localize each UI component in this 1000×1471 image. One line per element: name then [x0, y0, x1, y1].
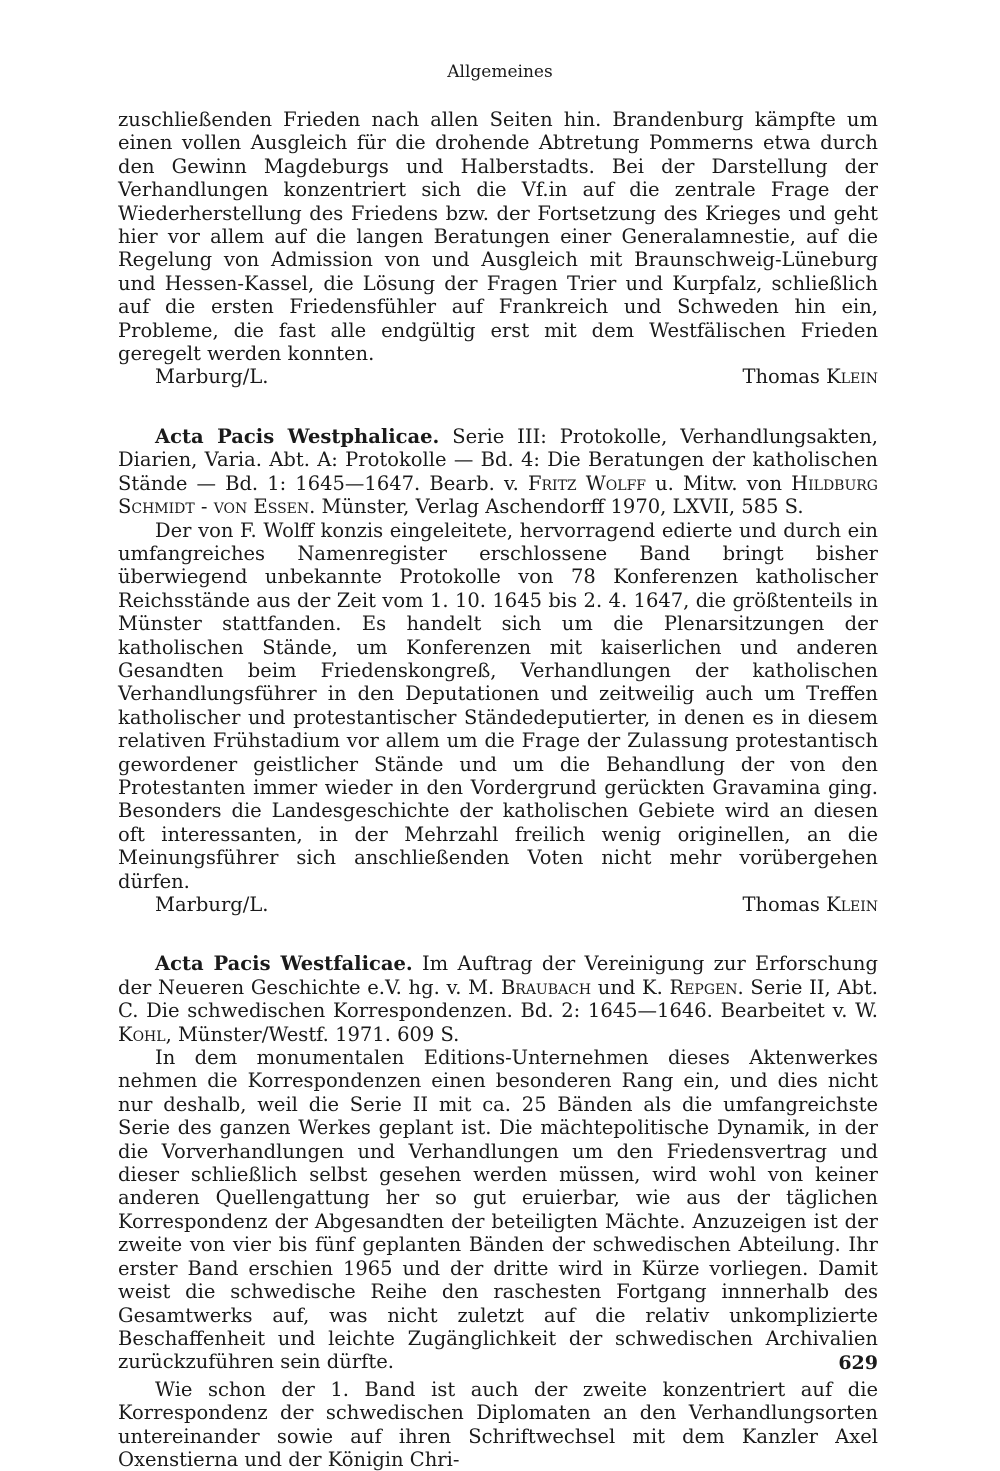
review-2-paragraph: Der von F. Wolff konzis eingeleitete, hervorragend edierte und durch ein umfangreiches Namenregister erschlossene Band bringt bisher überwiegend unbekannte Protokolle von 78 Konferenzen katholischer Reichsstände aus der Zeit vom 1. 10. 1645 bis 2. 4. 1647, die größtenteils in Münster stattfanden. Es handelt sich um die Plenarsitzungen der katholischen Stände, um Konferenzen mit kaiserlichen und anderen Gesandten beim Friedenskongreß, Verhandlungen der katholischen Verhandlungsführer in den Deputationen und zeitweilig auch um Treffen katholischer und protestantischer Ständedeputierter, in denen es in diesem relativen Frühstadium vor allem um die Frage der Zulassung protestantisch gewordener geistlicher Stände und um die Behandlung der von den Protestanten immer wieder in den Vordergrund gerückten Gravamina ging. Besonders die Landesgeschichte der katholischen Gebiete wird an diesen oft interessanten, in der Mehrzahl freilich wenig originellen, an die Meinungsführer sich anschließenden Voten nicht mehr vorübergehen dürfen. — [118, 518, 878, 893]
review-2-reviewer: Thomas Klein — [742, 893, 878, 916]
review-2-citation: Acta Pacis Westphalicae. Serie III: Protokolle, Verhandlungsakten, Diarien, Varia. Abt. A: Protokolle — Bd. 4: Die Beratungen der katholischen Stände — Bd. 1: 1645—1647. Bearb. v. Fritz Wolff u. Mitw. von Hildburg Schmidt - von Essen. Münster, Verlag Aschendorff 1970, LXVII, 585 S. — [118, 424, 878, 519]
review-3-citation: Acta Pacis Westfalicae. Im Auftrag der Vereinigung zur Erforschung der Neueren Geschichte e.V. hg. v. M. Braubach und K. Repgen. Serie II, Abt. C. Die schwedischen Korrespondenzen. Bd. 2: 1645—1646. Bearbeitet v. W. Kohl, Münster/Westf. 1971. 609 S. — [118, 952, 878, 1046]
review-3-title: Acta Pacis Westfalicae. — [155, 952, 413, 976]
review-1-reviewer: Thomas Klein — [742, 365, 878, 389]
review-2-title: Acta Pacis Westphalicae. — [155, 424, 440, 448]
running-head: Allgemeines — [447, 62, 553, 82]
page-number: 629 — [838, 1352, 878, 1374]
review-1 — [118, 108, 878, 389]
review-3 — [118, 952, 878, 1471]
review-1-paragraph: zuschließenden Frieden nach allen Seiten hin. Brandenburg kämpfte um einen vollen Ausgleich für die drohende Abtretung Pommerns etwa durch den Gewinn Magdeburgs und Halberstadts. Bei der Darstellung der Verhandlungen konzentriert sich die Vf.in auf die zentrale Frage der Wiederherstellung des Friedens bzw. der Fortsetzung des Krieges und geht hier vor allem auf die langen Beratungen einer Generalamnestie, auf die Regelung von Admission von und Ausgleich mit Braunschweig-Lüneburg und Hessen-Kassel, die Lösung der Fragen Trier und Kurpfalz, schließlich auf die ersten Friedensfühler auf Frankreich und Schweden hin ein, Probleme, die fast alle endgültig erst mit dem Westfälischen Frieden geregelt werden konnten. — [118, 108, 878, 366]
review-2 — [118, 425, 878, 917]
page-body — [118, 108, 878, 1471]
review-2-place: Marburg/L. — [155, 893, 269, 916]
review-1-place: Marburg/L. — [155, 365, 269, 389]
review-2-signature — [118, 893, 878, 916]
review-3-paragraph-2: Wie schon der 1. Band ist auch der zweite konzentriert auf die Korrespondenz der schwedischen Diplomaten an den Verhandlungsorten untereinander sowie auf ihren Schriftwechsel mit dem Kanzler Axel Oxenstierna und der Königin Chri- — [118, 1377, 878, 1471]
review-1-signature — [118, 365, 878, 388]
review-3-paragraph-1: In dem monumentalen Editions-Unternehmen dieses Aktenwerkes nehmen die Korrespondenzen einen besonderen Rang ein, und dies nicht nur deshalb, weil die Serie II mit ca. 25 Bänden als die umfangreichste Serie des ganzen Werkes geplant ist. Die mächtepolitische Dynamik, in der die Vorverhandlungen und Verhandlungen um den Friedensvertrag und dieser schließlich selbst gesehen werden müssen, wird wohl von keiner anderen Quellengattung her so gut eruierbar, wie aus der täglichen Korrespondenz der Abgesandten der beteiligten Mächte. Anzuzeigen ist der zweite von vier bis fünf geplanten Bänden der schwedischen Abteilung. Ihr erster Band erschien 1965 und der dritte wird in Kürze vorliegen. Damit weist die schwedische Reihe den raschesten Fortgang innnerhalb des Gesamtwerks auf, was nicht zuletzt auf die relativ unkomplizierte Beschaffenheit und leichte Zugänglichkeit der schwedischen Archivalien zurückzuführen sein dürfte. — [118, 1046, 878, 1374]
